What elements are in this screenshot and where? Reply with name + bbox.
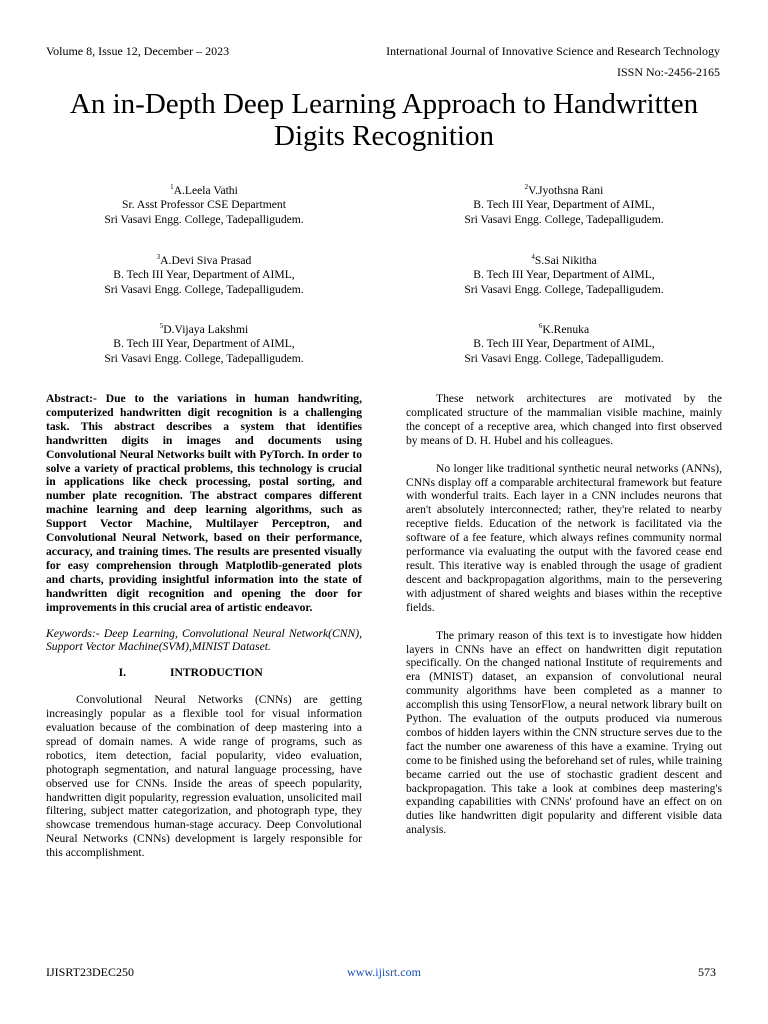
author-block-6 <box>414 319 714 366</box>
author-affiliation-line: Sr. Asst Professor CSE Department <box>122 198 286 212</box>
author-number: 3 <box>156 253 161 261</box>
keywords: Keywords:- Deep Learning, Convolutional Neural Network(CNN), Support Vector Machine(SVM),MINIST Dataset. <box>46 626 362 654</box>
author-name: A.Leela Vathi <box>173 183 238 197</box>
author-affiliation-line: Sri Vasavi Engg. College, Tadepalligudem. <box>104 351 304 365</box>
body-paragraph-3: The primary reason of this text is to investigate how hidden layers in CNNs have an effect on handwritten digit reputation specifically. On the changed national Institute of requirements and era (MNIST) dataset, an expansion of convolutional neural community algorithms have been completed as a manner to accomplish this using TensorFlow, a neural network library built on Python. The evaluation of the outputs produced via numerous combos of hidden layers within the CNN structure serves due to the fact the number one awareness of this have a examine. Trying out come to be finished using the beforehand set of rules, while training became carried out the use of stochastic gradient descent and backpropagation. This take a look at combines deep mastering's expanding capabilities with CNNs' profound have an effect on on duties like handwritten digit popularity and different visible data analysis. <box>406 628 722 837</box>
intro-paragraph: Convolutional Neural Networks (CNNs) are getting increasingly popular as a flexible tool for visual information evaluation because of the combination of deep mastering into a spread of domain names. A wide range of programs, such as robotics, item detection, facial popularity, video evaluation, photograph segmentation, and natural language processing, have observed use for CNNs. Inside the areas of speech popularity, handwritten digit popularity, regression evaluation, unsolicited mail filtering, subject matter categorization, and photograph type, they showcase tremendous human-stage accuracy. Deep Convolutional Neural Networks (CNNs) development is largely responsible for this accomplishment. <box>46 693 362 860</box>
author-number: 1 <box>170 183 174 191</box>
body-paragraph-2: No longer like traditional synthetic neural networks (ANNs), CNNs display off a comparable architectural framework but feature with wonderful traits. Each layer in a CNN includes neurons that aren't absolutely interconnected; rather, they're related to nearby receptive fields. Education of the network is facilitated via the software of a fee feature, which always refines community normal performance via evaluating the output with the favored cease end result. This iterative way is enabled through the usage of gradient descent and backpropagation algorithms, main to the persevering with adjustment of shared weights and biases within the receptive fields. <box>406 461 722 614</box>
author-block-1 <box>54 180 354 227</box>
author-affiliation-line: Sri Vasavi Engg. College, Tadepalligudem. <box>464 282 664 296</box>
author-affiliation-line: Sri Vasavi Engg. College, Tadepalligudem. <box>464 351 664 365</box>
right-column <box>406 392 722 837</box>
author-affiliation-line: B. Tech III Year, Department of AIML, <box>113 268 295 282</box>
author-number: 2 <box>524 183 529 191</box>
author-name: A.Devi Siva Prasad <box>160 253 252 267</box>
title-line-2: Digits Recognition <box>274 120 494 152</box>
author-block-2 <box>414 180 714 227</box>
author-number: 5 <box>159 322 164 330</box>
author-block-5 <box>54 319 354 366</box>
volume-issue: Volume 8, Issue 12, December – 2023 <box>46 44 230 58</box>
author-affiliation-line: Sri Vasavi Engg. College, Tadepalligudem. <box>104 212 304 226</box>
author-number: 4 <box>531 253 535 261</box>
author-affiliation-line: B. Tech III Year, Department of AIML, <box>113 337 295 351</box>
author-name: V.Jyothsna Rani <box>528 183 604 197</box>
author-name: S.Sai Nikitha <box>534 253 597 267</box>
page-number: 573 <box>698 965 716 979</box>
section-title: INTRODUCTION <box>170 666 263 680</box>
title-line-1: An in-Depth Deep Learning Approach to Handwritten <box>69 88 699 120</box>
section-heading <box>46 666 362 680</box>
journal-website-link[interactable]: www.ijisrt.com <box>347 965 421 979</box>
paper-title <box>20 88 748 152</box>
author-block-3 <box>54 250 354 297</box>
author-name: K.Renuka <box>542 322 590 336</box>
author-number: 6 <box>538 322 543 330</box>
left-column <box>46 392 362 860</box>
body-paragraph-1: These network architectures are motivated by the complicated structure of the mammalian visible machine, mainly the concept of a receptive area, which changed into first observed by means of D. H. Hubel and his colleagues. <box>406 392 722 447</box>
author-affiliation-line: B. Tech III Year, Department of AIML, <box>473 268 655 282</box>
author-affiliation-line: Sri Vasavi Engg. College, Tadepalligudem. <box>464 212 664 226</box>
section-number: I. <box>118 666 126 680</box>
author-name: D.Vijaya Lakshmi <box>163 322 249 336</box>
paper-id: IJISRT23DEC250 <box>46 965 134 979</box>
author-block-4 <box>414 250 714 297</box>
author-affiliation-line: B. Tech III Year, Department of AIML, <box>473 198 655 212</box>
journal-name: International Journal of Innovative Science and Research Technology <box>386 44 720 58</box>
issn-number: ISSN No:-2456-2165 <box>616 65 720 79</box>
author-affiliation-line: B. Tech III Year, Department of AIML, <box>473 337 655 351</box>
abstract: Abstract:- Due to the variations in human handwriting, computerized handwritten digit recognition is a challenging task. This abstract describes a system that identifies handwritten digits in images and documents using Convolutional Neural Networks built with PyTorch. In order to solve a variety of practical problems, this technology is crucial in applications like check processing, postal sorting, and number plate recognition. The abstract compares different machine learning and deep learning algorithms, such as Support Vector Machine, Multilayer Perceptron, and Convolutional Neural Network, based on their performance, accuracy, and training times. The results are presented visually for easy comprehension through Matplotlib-generated plots and charts, providing insightful information into the state of handwritten digit recognition and opening the door for improvements in this crucial area of artistic endeavor. <box>46 392 362 614</box>
author-affiliation-line: Sri Vasavi Engg. College, Tadepalligudem. <box>104 282 304 296</box>
